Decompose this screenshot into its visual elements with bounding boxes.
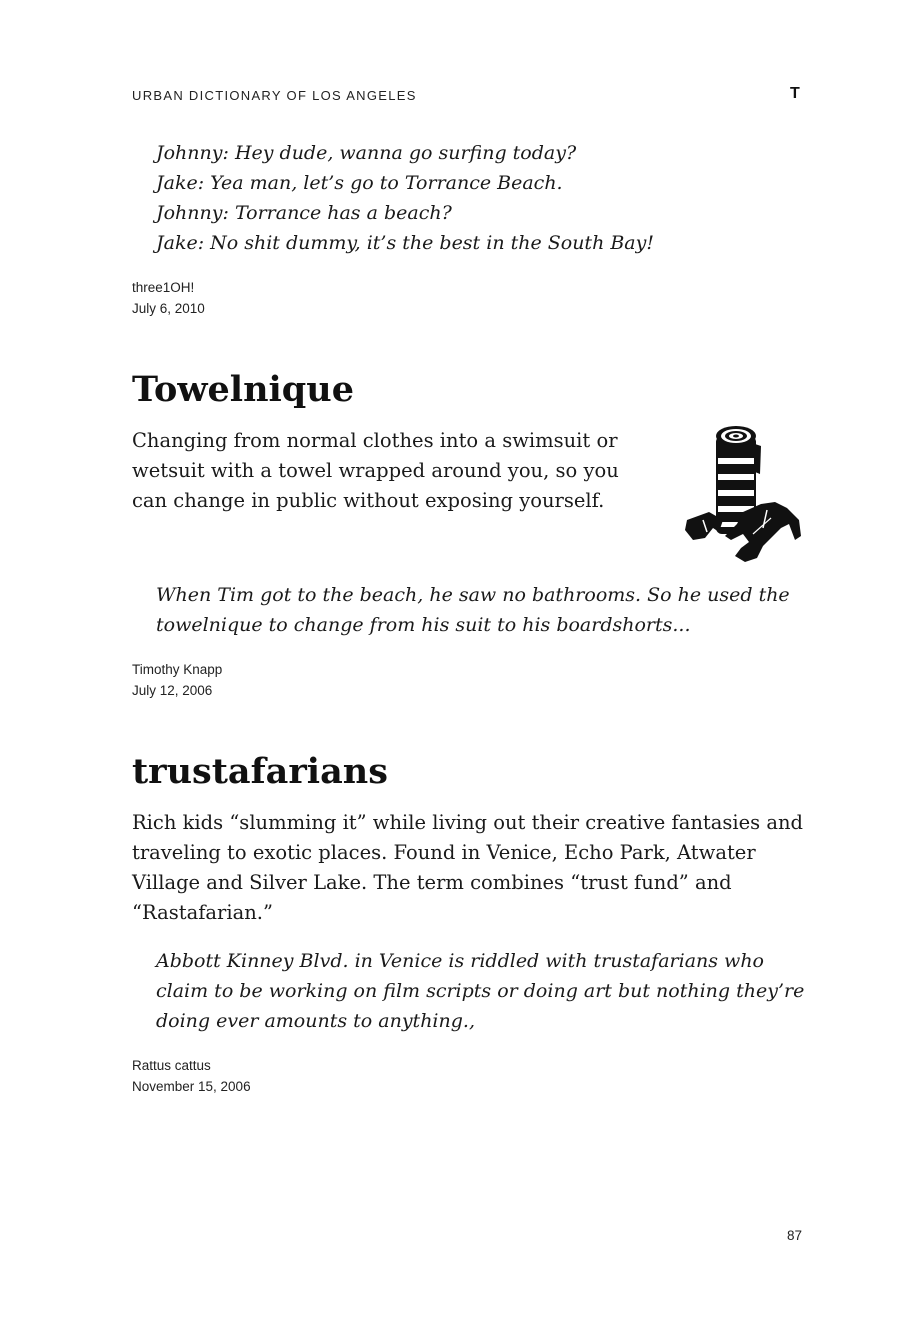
example-line: When Tim got to the beach, he saw no bathrooms. So he used the xyxy=(156,584,790,606)
entry-author: Rattus cattus xyxy=(132,1058,211,1073)
definition-line: Rich kids “slumming it” while living out their creative fantasies and xyxy=(132,811,804,834)
entry-date: July 12, 2006 xyxy=(132,683,213,698)
entry-term-towelnique: Towelnique xyxy=(132,369,354,410)
definition-line: Changing from normal clothes into a swimsuit or xyxy=(132,429,618,452)
entry-author: Timothy Knapp xyxy=(132,662,223,677)
entry-example-trustafarians xyxy=(156,946,804,1036)
page-number: 87 xyxy=(787,1228,803,1243)
section-letter: T xyxy=(790,85,800,102)
definition-line: “Rastafarian.” xyxy=(132,901,273,924)
example-line: Johnny: Hey dude, wanna go surfing today? xyxy=(156,142,577,164)
previous-entry-example xyxy=(156,138,654,258)
entry-definition-towelnique xyxy=(132,426,619,516)
definition-line: traveling to exotic places. Found in Venice, Echo Park, Atwater xyxy=(132,841,756,864)
running-header-title: URBAN DICTIONARY OF LOS ANGELES xyxy=(132,88,417,103)
previous-entry-meta xyxy=(132,277,205,319)
example-line: Abbott Kinney Blvd. in Venice is riddled with trustafarians who xyxy=(156,950,764,972)
entry-meta-towelnique xyxy=(132,659,222,701)
example-line: claim to be working on film scripts or doing art but nothing they’re xyxy=(156,980,805,1002)
entry-author: three1OH! xyxy=(132,280,195,295)
example-line: Jake: Yea man, let’s go to Torrance Beach. xyxy=(156,172,563,194)
example-line: towelnique to change from his suit to his boardshorts... xyxy=(156,614,691,636)
example-line: doing ever amounts to anything., xyxy=(156,1010,475,1032)
entry-term-trustafarians: trustafarians xyxy=(132,751,388,792)
definition-line: wetsuit with a towel wrapped around you, so you xyxy=(132,459,619,482)
entry-example-towelnique xyxy=(156,580,790,640)
rolled-towel-and-clothes-icon xyxy=(683,424,805,569)
entry-date: July 6, 2010 xyxy=(132,301,205,316)
definition-line: Village and Silver Lake. The term combines “trust fund” and xyxy=(132,871,732,894)
example-line: Johnny: Torrance has a beach? xyxy=(156,202,452,224)
example-line: Jake: No shit dummy, it’s the best in the South Bay! xyxy=(156,232,655,254)
definition-line: can change in public without exposing yourself. xyxy=(132,489,605,512)
entry-date: November 15, 2006 xyxy=(132,1079,251,1094)
entry-definition-trustafarians xyxy=(132,808,803,928)
entry-meta-trustafarians xyxy=(132,1055,251,1097)
